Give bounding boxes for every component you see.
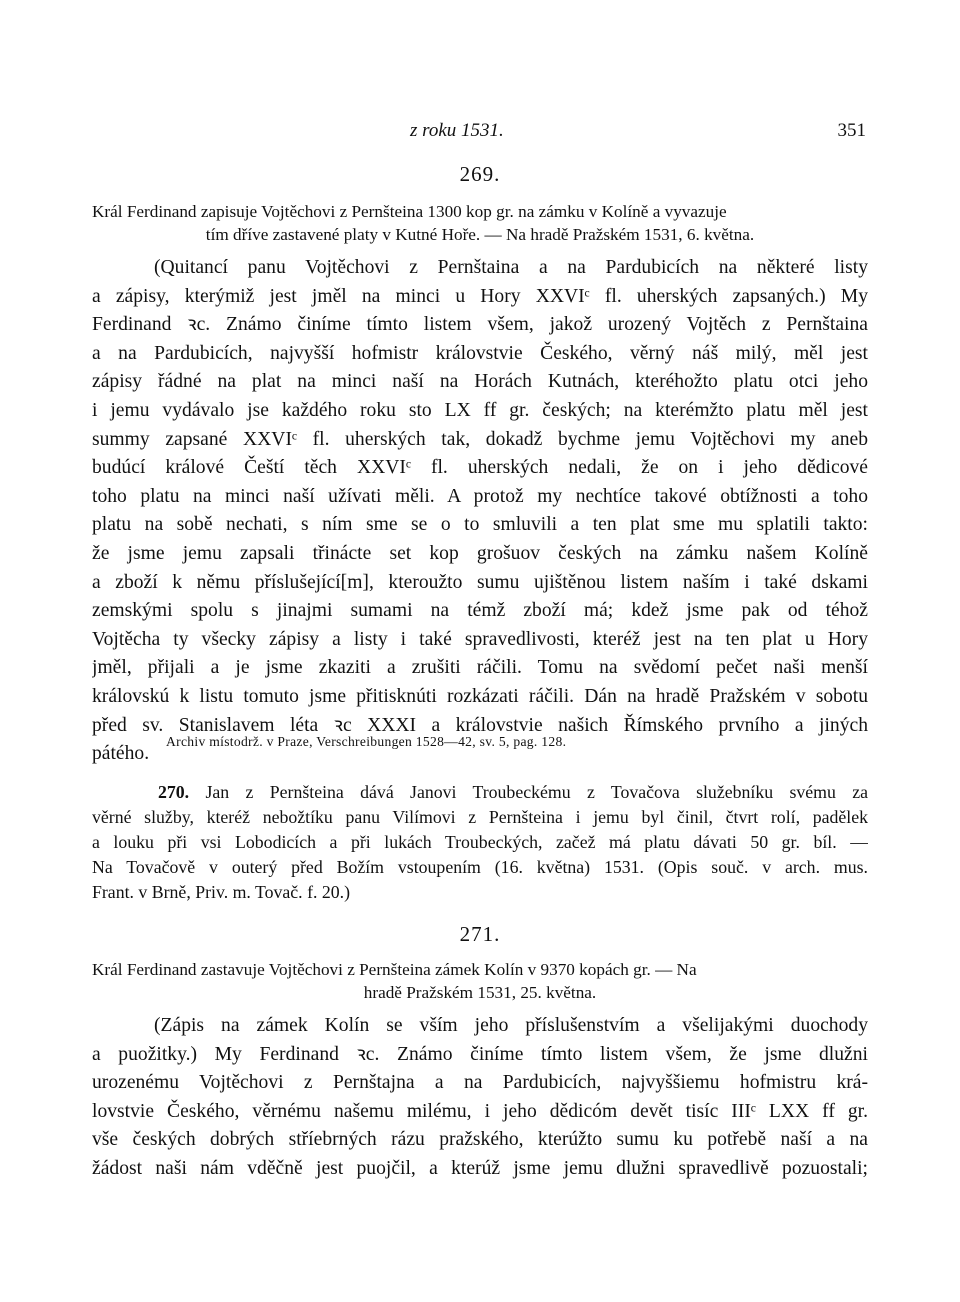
text-line: Frant. v Brně, Priv. m. Tovač. f. 20.) xyxy=(92,882,351,902)
text-line: zápisy řádné na plat na minci naší na Horách Kutnách, kteréhožto platu otci jeho xyxy=(92,371,868,393)
text-line: a zápisy, kterýmiž jest jměl na minci u Hory XXVIᶜ fl. uherských zapsaných.) My xyxy=(92,285,868,307)
regest-line: tím dříve zastavené platy v Kutné Hoře. — Na hradě Pražském 1531, 6. května. xyxy=(205,225,755,244)
text-line: Vojtěcha ty všecky zápisy a listy i také spravedlivosti, kteréž jest na ten plat u Hory xyxy=(92,628,868,650)
text-line: vše českých dobrých stříebrných rázu pražského, kterúžto sumu ku potřebě naší a na xyxy=(92,1129,868,1151)
text-line: toho platu na minci naší užívati měli. A protož my nechtíce takové obtížnosti a toho xyxy=(92,485,868,507)
text-line: královskú k listu tomuto jsme přitisknúti rozkázati ráčili. Dán na hradě Pražském v sobotu xyxy=(92,685,868,707)
running-head xyxy=(92,120,868,146)
text-line: lovstvie Českého, věrnému našemu milému, i jeho dědicóm devět tisíc IIIᶜ LXX ff gr. xyxy=(92,1100,868,1122)
running-title: z roku 1531. xyxy=(410,120,504,141)
text-line: a na Pardubicích, najvyšší hofmistr královstvie Českého, věrný náš milý, měl jest xyxy=(92,342,868,364)
text-line: a zboží k němu příslušející[m], kteroužto sumu ujištěnou listem naším i také dskami xyxy=(92,571,868,593)
text-line-rest: Jan z Pernšteina dává Janovi Troubeckému z Tovačova služebníku svému za xyxy=(189,782,868,802)
text-line: pátého. xyxy=(92,743,150,765)
text-line: summy zapsané XXVIᶜ fl. uherských tak, dokadž bychme jemu Vojtěchovi my aneb xyxy=(92,428,868,450)
text-line: (Zápis na zámek Kolín se vším jeho příslušenstvím a všelijakými duochody xyxy=(154,1015,868,1036)
text-line: zemskými spolu s jinajmi sumami na témž zboží má; kdež jsme pak od téhož xyxy=(92,600,868,622)
document-text-270 xyxy=(92,780,868,905)
document-number-270: 270. xyxy=(158,782,190,802)
regest-269 xyxy=(92,200,868,246)
regest-line: Král Ferdinand zastavuje Vojtěchovi z Pernšteina zámek Kolín v 9370 kopách gr. — Na xyxy=(92,960,697,979)
regest-271 xyxy=(92,958,868,1004)
document-number-269: 269. xyxy=(459,162,501,186)
text-line xyxy=(92,780,868,805)
text-line: jměl, přijali a je jsme zkaziti a zrušiti ráčili. Tomu na svědomí pečet naši menší xyxy=(92,657,868,679)
regest-line: hradě Pražském 1531, 25. května. xyxy=(363,983,597,1002)
document-text-271 xyxy=(92,1012,868,1184)
text-line: před sv. Stanislavem léta ꝛc XXXI a královstvie našich Římského prvního a jiných xyxy=(92,714,868,736)
text-line: žádost naši nám vděčně jest puojčil, a kterúž jsme jemu dlužni spravedlivě pozuostali; xyxy=(92,1157,868,1179)
text-line: urozenému Vojtěchovi z Pernštajna a na Pardubicích, najvyššiemu hofmistru krá- xyxy=(92,1072,868,1094)
document-number-271: 271. xyxy=(459,922,501,946)
text-line: a louku při vsi Lobodicích a při lukách Troubeckých, začež má platu dávati 50 gr. bíl. — xyxy=(92,832,868,852)
document-text-269 xyxy=(92,254,868,769)
source-citation-269: Archiv místodrž. v Praze, Verschreibungen 1528—42, sv. 5, pag. 128. xyxy=(166,734,567,749)
text-line: věrné služby, kteréž nebožtíku panu Vilímovi z Pernšteina i jemu byl činil, čtvrt rolí, padělek xyxy=(92,807,868,827)
regest-line: Král Ferdinand zapisuje Vojtěchovi z Pernšteina 1300 kop gr. na zámku v Kolíně a vyvazuje xyxy=(92,202,727,221)
text-line: (Quitancí panu Vojtěchovi z Pernštaina a na Pardubicích na některé listy xyxy=(154,257,868,278)
text-line: i jemu vydávalo jse každého roku sto LX ff gr. českých; na kterémžto platu měl jest xyxy=(92,399,868,421)
text-line: a puožitky.) My Ferdinand ꝛc. Známo činíme tímto listem všem, že jsme dlužni xyxy=(92,1043,868,1065)
page-number: 351 xyxy=(837,120,866,141)
text-line: Ferdinand ꝛc. Známo činíme tímto listem všem, jakož urozený Vojtěch z Pernštaina xyxy=(92,314,868,336)
text-line: že jsme jemu zapsali třinácte set kop grošuov českých na zámku našem Kolíně xyxy=(92,542,868,564)
text-line: Na Tovačově v outerý před Božím vstoupením (16. května) 1531. (Opis souč. v arch. mus. xyxy=(92,857,868,877)
text-line: platu na sobě nechati, s ním sme se o to smluvili a ten plat sme mu splatili takto: xyxy=(92,514,868,536)
text-line: budúcí králové Čeští těch XXVIᶜ fl. uherských nedali, že on i jeho dědicové xyxy=(92,457,868,479)
